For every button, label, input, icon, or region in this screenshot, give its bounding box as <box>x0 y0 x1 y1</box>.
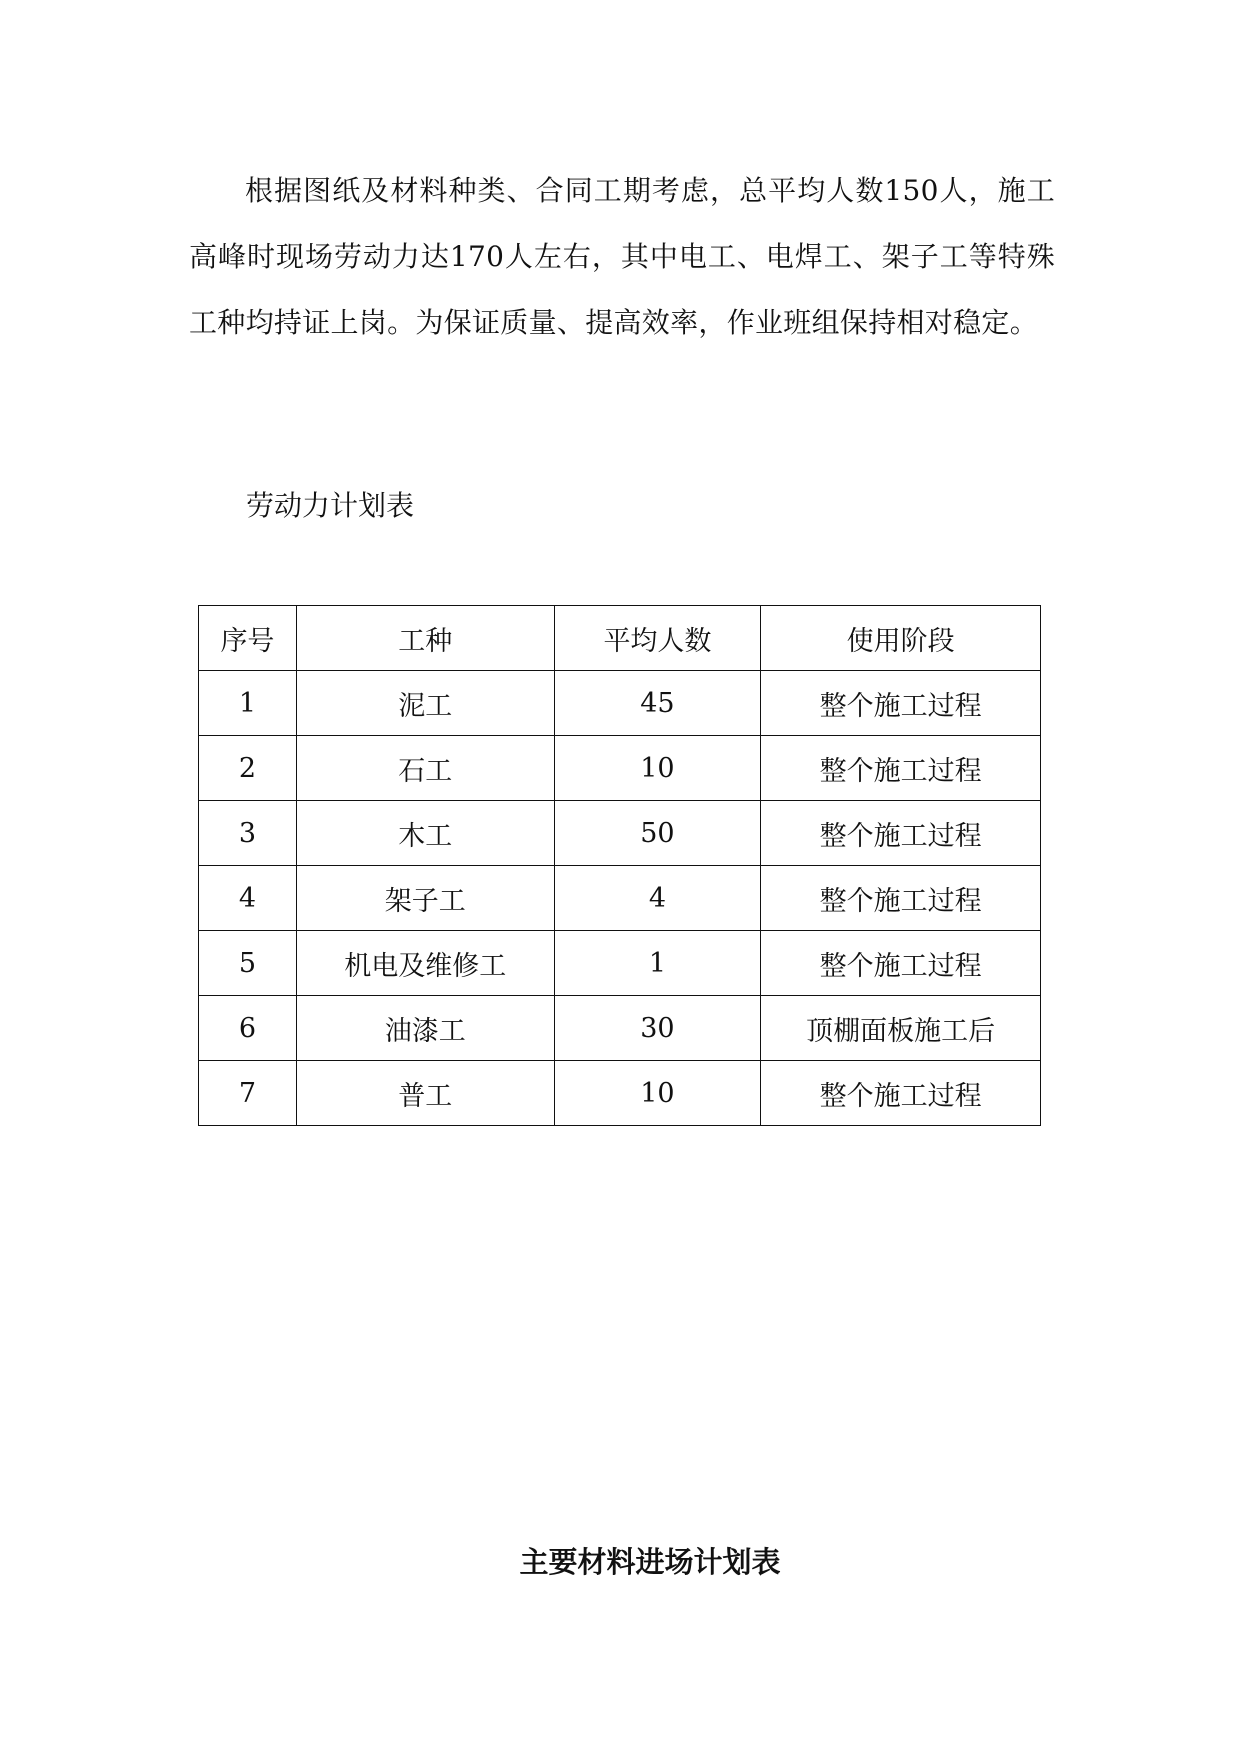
cell-usage-stage: 整个施工过程 <box>761 931 1041 996</box>
cell-trade: 架子工 <box>296 866 554 931</box>
cell-avg-count: 4 <box>554 866 761 931</box>
cell-index: 2 <box>199 736 297 801</box>
cell-index: 7 <box>199 1061 297 1126</box>
cell-trade: 机电及维修工 <box>296 931 554 996</box>
table-row <box>199 736 1041 801</box>
header-index: 序号 <box>199 606 297 671</box>
cell-trade: 泥工 <box>296 671 554 736</box>
cell-avg-count: 30 <box>554 996 761 1061</box>
labor-table-title: 劳动力计划表 <box>246 489 415 522</box>
cell-usage-stage: 整个施工过程 <box>761 866 1041 931</box>
cell-usage-stage: 整个施工过程 <box>761 671 1041 736</box>
table-row <box>199 931 1041 996</box>
table-row <box>199 671 1041 736</box>
cell-trade: 木工 <box>296 801 554 866</box>
cell-trade: 油漆工 <box>296 996 554 1061</box>
cell-trade: 普工 <box>296 1061 554 1126</box>
cell-usage-stage: 顶棚面板施工后 <box>761 996 1041 1061</box>
section-heading: 主要材料进场计划表 <box>519 1545 781 1579</box>
table-row <box>199 801 1041 866</box>
cell-usage-stage: 整个施工过程 <box>761 1061 1041 1126</box>
labor-plan-table <box>198 605 1041 1126</box>
cell-avg-count: 1 <box>554 931 761 996</box>
header-avg-count: 平均人数 <box>554 606 761 671</box>
cell-usage-stage: 整个施工过程 <box>761 736 1041 801</box>
cell-index: 6 <box>199 996 297 1061</box>
cell-avg-count: 10 <box>554 1061 761 1126</box>
header-usage-stage: 使用阶段 <box>761 606 1041 671</box>
table-header-row <box>199 606 1041 671</box>
cell-index: 1 <box>199 671 297 736</box>
cell-trade: 石工 <box>296 736 554 801</box>
body-paragraph: 根据图纸及材料种类、合同工期考虑，总平均人数150人，施工高峰时现场劳动力达170人左右，其中电工、电焊工、架子工等特殊工种均持证上岗。为保证质量、提高效率，作业班组保持相对稳定。 <box>189 174 1055 339</box>
table-row <box>199 1061 1041 1126</box>
table-row <box>199 996 1041 1061</box>
cell-usage-stage: 整个施工过程 <box>761 801 1041 866</box>
cell-avg-count: 10 <box>554 736 761 801</box>
header-trade: 工种 <box>296 606 554 671</box>
cell-index: 5 <box>199 931 297 996</box>
cell-avg-count: 50 <box>554 801 761 866</box>
cell-index: 3 <box>199 801 297 866</box>
table-row <box>199 866 1041 931</box>
cell-avg-count: 45 <box>554 671 761 736</box>
cell-index: 4 <box>199 866 297 931</box>
